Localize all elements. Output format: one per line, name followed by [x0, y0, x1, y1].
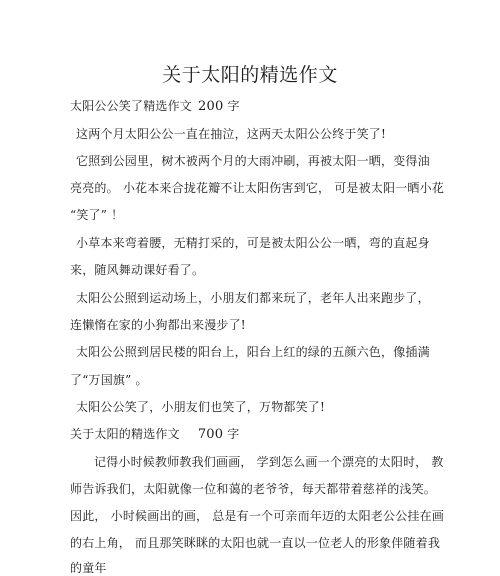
paragraph-line: “笑了” ！	[70, 208, 124, 222]
paragraph-line: 太阳公公照到居民楼的阳台上，阳台上红的绿的五颜六色，像插满	[76, 345, 430, 359]
paragraph-line: 它照到公园里，树木被两个月的大雨冲刷，再被太阳一晒，变得油	[76, 154, 430, 168]
section-heading-700	[70, 426, 430, 443]
paragraph-line: 师告诉我们，太阳就像一位和蔼的老爷爷，每天都带着慈祥的浅笑。	[70, 482, 437, 496]
paragraph-line: 因此， 小时候画出的画， 总是有一个可亲而年迈的太阳老公公挂在画	[70, 509, 445, 523]
section-heading-text: 关于太阳的精选作文	[70, 427, 180, 441]
paragraph-line: 这两个月太阳公公一直在抽泣，这两天太阳公公终于笑了!	[76, 127, 387, 141]
paragraph-line: 来，随风舞动课好看了。	[70, 263, 205, 277]
paragraph-line: 太阳公公照到运动场上，小朋友们都来玩了，老年人出来跑步了，	[76, 291, 430, 305]
section-heading-unit: 字	[227, 99, 240, 113]
paragraph-line: 小草本来弯着腰，无精打采的，可是被太阳公公一晒，弯的直起身	[76, 236, 430, 250]
paragraph-line: 记得小时候教师教我们画画， 学到怎么画一个漂亮的太阳时， 教	[94, 455, 444, 469]
paragraph-line: 太阳公公笑了，小朋友们也笑了，万物都笑了!	[76, 400, 326, 414]
document-title: 关于太阳的精选作文	[162, 64, 338, 86]
section-heading-text: 太阳公公笑了精选作文	[70, 99, 193, 113]
section-heading-word-count: 200	[198, 99, 224, 114]
paragraph-line: 亮亮的。 小花本来合拢花瓣不让太阳伤害到它， 可是被太阳一晒小花	[70, 181, 445, 195]
section-heading-unit: 字	[227, 427, 240, 441]
paragraph-line: 的右上角， 而且那笑眯眯的太阳也就一直以一位老人的形象伴随着我	[70, 536, 441, 550]
paragraph-line: 了“万国旗” 。	[70, 373, 148, 387]
section-heading-200	[70, 98, 430, 115]
paragraph-line: 的童年	[70, 561, 107, 575]
section-heading-word-count: 700	[197, 427, 224, 442]
paragraph-line: 连懒惰在家的小狗都出来漫步了!	[70, 318, 246, 332]
